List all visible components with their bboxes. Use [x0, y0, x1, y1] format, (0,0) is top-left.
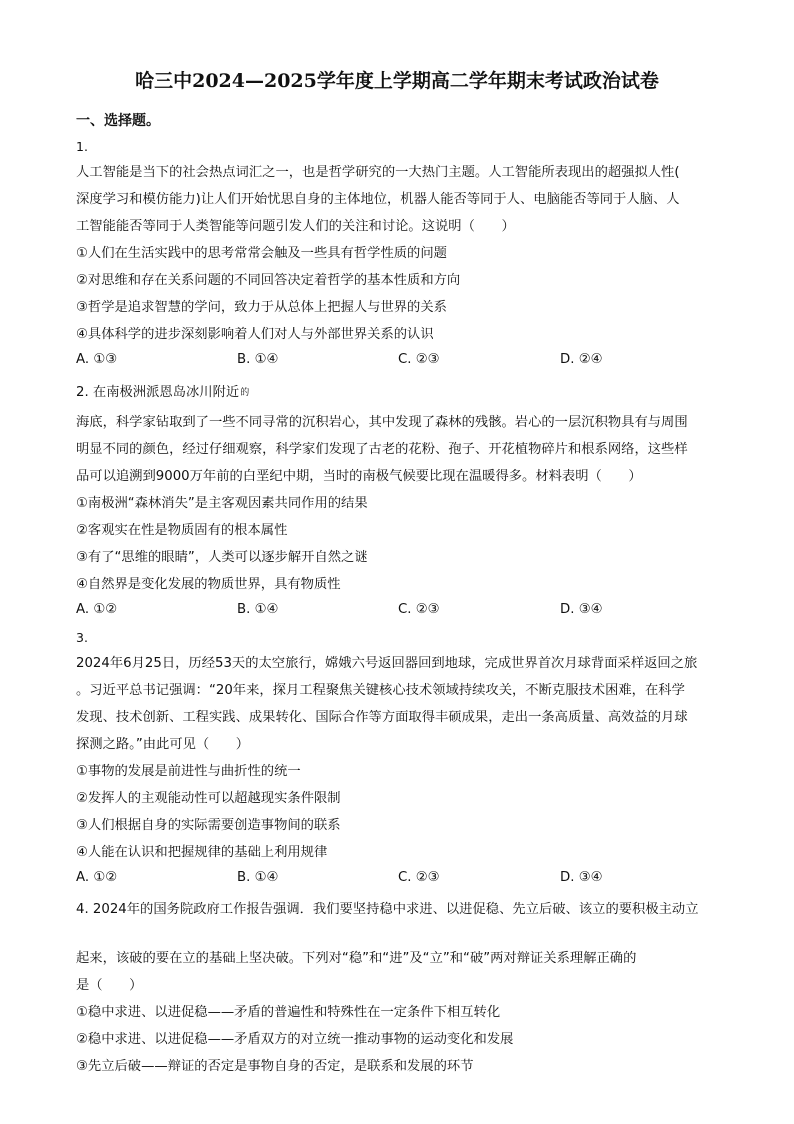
question-4-statement: ③先立后破——辩证的否定是事物自身的否定，是联系和发展的环节 — [76, 1059, 474, 1074]
question-4-stem-line: 是（ ） — [76, 978, 143, 993]
option-a: A. ①② — [76, 870, 118, 885]
question-3-statement: ①事物的发展是前进性与曲折性的统一 — [76, 764, 301, 779]
question-3-stem-line: 发现、技术创新、工程实践、成果转化、国际合作等方面取得丰硕成果，走出一条高质量、高效益的月球 — [76, 710, 688, 725]
question-4-stem-line: 4. 2024年的国务院政府工作报告强调．我们要坚持稳中求进、以进促稳、先立后破、该立的要积极主动立 — [76, 902, 699, 917]
question-2-statement: ②客观实在性是物质固有的根本属性 — [76, 523, 288, 538]
question-3-options — [76, 870, 716, 890]
option-d: D. ③④ — [560, 870, 603, 885]
question-1-options — [76, 352, 716, 372]
option-c: C. ②③ — [398, 870, 440, 885]
question-2-statement: ①南极洲“森林消失”是主客观因素共同作用的结果 — [76, 496, 368, 511]
question-1-stem-line: 深度学习和模仿能力)让人们开始忧思自身的主体地位，机器人能否等同于人、电脑能否等同于人脑、人 — [76, 192, 680, 207]
question-4-statement: ①稳中求进、以进促稳——矛盾的普遍性和特殊性在一定条件下相互转化 — [76, 1005, 501, 1020]
question-2-stem-line: 品可以追溯到9000万年前的白垩纪中期，当时的南极气候要比现在温暖得多。材料表明（ ） — [76, 469, 642, 484]
question-3-stem-line: 。习近平总书记强调：“20年来，探月工程聚焦关键核心技术领域持续攻关，不断克服技术困难，在科学 — [76, 683, 685, 698]
question-1-statement: ①人们在生活实践中的思考常常会触及一些具有哲学性质的问题 — [76, 246, 447, 261]
section-heading: 一、选择题。 — [76, 113, 160, 129]
option-b: B. ①④ — [237, 352, 279, 367]
question-1-stem-line: 人工智能是当下的社会热点词汇之一，也是哲学研究的一大热门主题。人工智能所表现出的超强拟人性( — [76, 165, 680, 180]
question-1-statement: ②对思维和存在关系问题的不同回答决定着哲学的基本性质和方向 — [76, 273, 461, 288]
option-c: C. ②③ — [398, 352, 440, 367]
question-3-stem-line: 2024年6月25日，历经53天的太空旅行，嫦娥六号返回器回到地球，完成世界首次月球背面采样返回之旅 — [76, 656, 698, 671]
question-1-number: 1. — [76, 139, 88, 154]
option-a: A. ①③ — [76, 352, 118, 367]
question-1-statement: ④具体科学的进步深刻影响着人们对人与外部世界关系的认识 — [76, 327, 434, 342]
option-c: C. ②③ — [398, 602, 440, 617]
option-b: B. ①④ — [237, 602, 279, 617]
question-2-stem-line: 明显不同的颜色，经过仔细观察，科学家们发现了古老的花粉、孢子、开花植物碎片和根系网络，这些样 — [76, 442, 688, 457]
question-2-statement: ④自然界是变化发展的物质世界，具有物质性 — [76, 577, 341, 592]
option-d: D. ②④ — [560, 352, 603, 367]
option-b: B. ①④ — [237, 870, 279, 885]
question-2-heading-text: 2. 在南极洲派恩岛冰川附近 — [76, 385, 240, 400]
question-2-stem-line: 海底，科学家钻取到了一些不同寻常的沉积岩心，其中发现了森林的残骸。岩心的一层沉积物具有与周围 — [76, 415, 688, 430]
question-2-options — [76, 602, 716, 622]
question-3-statement: ④人能在认识和把握规律的基础上利用规律 — [76, 845, 328, 860]
question-1-stem-line: 工智能能否等同于人类智能等问题引发人们的关注和讨论。这说明（ ） — [76, 219, 515, 234]
question-3-statement: ③人们根据自身的实际需要创造事物间的联系 — [76, 818, 341, 833]
question-3-stem-line: 探测之路。”由此可见（ ） — [76, 737, 250, 752]
question-1-statement: ③哲学是追求智慧的学问，致力于从总体上把握人与世界的关系 — [76, 300, 447, 315]
page-title: 哈三中2024—2025学年度上学期高二学年期末考试政治试卷 — [135, 70, 659, 92]
question-4-stem-line: 起来，该破的要在立的基础上坚决破。下列对“稳”和“进”及“立”和“破”两对辩证关系理解正确的 — [76, 951, 637, 966]
question-3-number: 3. — [76, 630, 88, 645]
question-3-statement: ②发挥人的主观能动性可以超越现实条件限制 — [76, 791, 341, 806]
question-4-statement: ②稳中求进、以进促稳——矛盾双方的对立统一推动事物的运动变化和发展 — [76, 1032, 514, 1047]
question-2-heading — [76, 383, 249, 403]
question-2-statement: ③有了“思维的眼睛”，人类可以逐步解开自然之谜 — [76, 550, 368, 565]
option-a: A. ①② — [76, 602, 118, 617]
option-d: D. ③④ — [560, 602, 603, 617]
question-2-heading-small: 的 — [240, 388, 250, 398]
